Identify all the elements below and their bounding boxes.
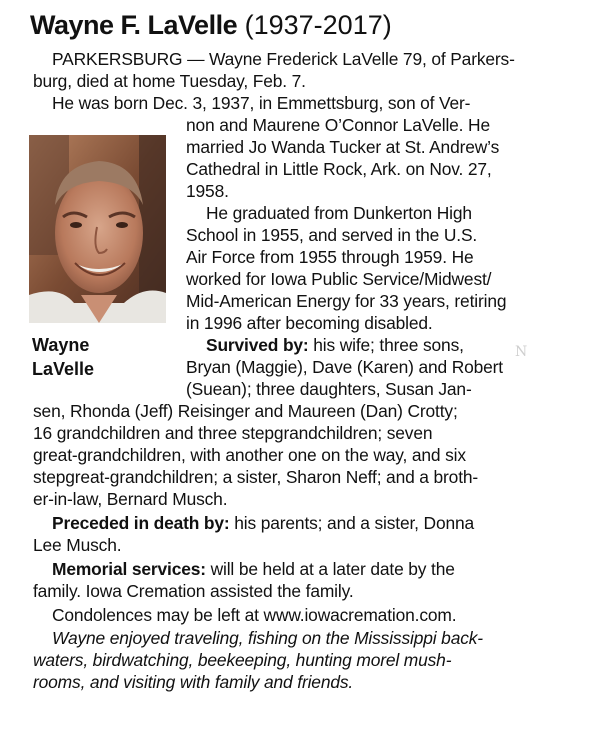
text-line: non and Maurene O’Connor LaVelle. He bbox=[186, 115, 490, 135]
portrait-photo bbox=[29, 135, 166, 323]
preceded-by-text: his parents; and a sister, Donna bbox=[229, 513, 475, 533]
text-line: in 1996 after becoming disabled. bbox=[186, 313, 433, 333]
text-line: burg, died at home Tuesday, Feb. 7. bbox=[33, 71, 306, 91]
survived-by-heading: Survived by: bbox=[206, 335, 309, 355]
text-line: PARKERSBURG — Wayne Frederick LaVelle 79, of Parkers- bbox=[52, 49, 515, 69]
life-years: (1937-2017) bbox=[244, 10, 392, 40]
scan-stamp: N bbox=[515, 344, 528, 360]
text-line: (Suean); three daughters, Susan Jan- bbox=[186, 379, 472, 399]
text-line: He graduated from Dunkerton High bbox=[206, 203, 472, 223]
text-line: married Jo Wanda Tucker at St. Andrew’s bbox=[186, 137, 500, 157]
photo-caption-first: Wayne bbox=[32, 335, 90, 355]
text-line: He was born Dec. 3, 1937, in Emmettsburg, son of Ver- bbox=[52, 93, 471, 113]
text-line: worked for Iowa Public Service/Midwest/ bbox=[186, 269, 492, 289]
survived-by-text: his wife; three sons, bbox=[308, 335, 464, 355]
text-line: sen, Rhonda (Jeff) Reisinger and Maureen (Dan) Crotty; bbox=[33, 401, 458, 421]
text-line: Cathedral in Little Rock, Ark. on Nov. 27, bbox=[186, 159, 492, 179]
text-line: Bryan (Maggie), Dave (Karen) and Robert bbox=[186, 357, 503, 377]
survived-by-line bbox=[206, 334, 464, 356]
deceased-name: Wayne F. LaVelle bbox=[30, 10, 238, 40]
text-line: great-grandchildren, with another one on the way, and six bbox=[33, 445, 466, 465]
text-line: 16 grandchildren and three stepgrandchildren; seven bbox=[33, 423, 433, 443]
photo-caption-last: LaVelle bbox=[32, 359, 95, 379]
memorial-services-text: will be held at a later date by the bbox=[205, 559, 455, 579]
text-line: School in 1955, and served in the U.S. bbox=[186, 225, 478, 245]
memorial-services-line bbox=[52, 558, 455, 580]
obituary-headline bbox=[30, 10, 392, 40]
preceded-by-heading: Preceded in death by: bbox=[52, 513, 230, 533]
text-line: Air Force from 1955 through 1959. He bbox=[186, 247, 474, 267]
text-line: 1958. bbox=[186, 181, 229, 201]
text-line: stepgreat-grandchildren; a sister, Sharon Neff; and a broth- bbox=[33, 467, 479, 487]
portrait-image bbox=[29, 135, 166, 323]
memorial-services-heading: Memorial services: bbox=[52, 559, 206, 579]
hobbies-line: Wayne enjoyed traveling, fishing on the Mississippi back- bbox=[52, 628, 483, 648]
hobbies-line: rooms, and visiting with family and friends. bbox=[33, 672, 354, 692]
hobbies-line: waters, birdwatching, beekeeping, hunting morel mush- bbox=[33, 650, 452, 670]
text-line: Mid-American Energy for 33 years, retiring bbox=[186, 291, 507, 311]
text-line: Lee Musch. bbox=[33, 535, 122, 555]
text-line: family. Iowa Cremation assisted the family. bbox=[33, 581, 354, 601]
text-line: er-in-law, Bernard Musch. bbox=[33, 489, 228, 509]
condolences-line: Condolences may be left at www.iowacremation.com. bbox=[52, 605, 457, 625]
preceded-by-line bbox=[52, 512, 474, 534]
